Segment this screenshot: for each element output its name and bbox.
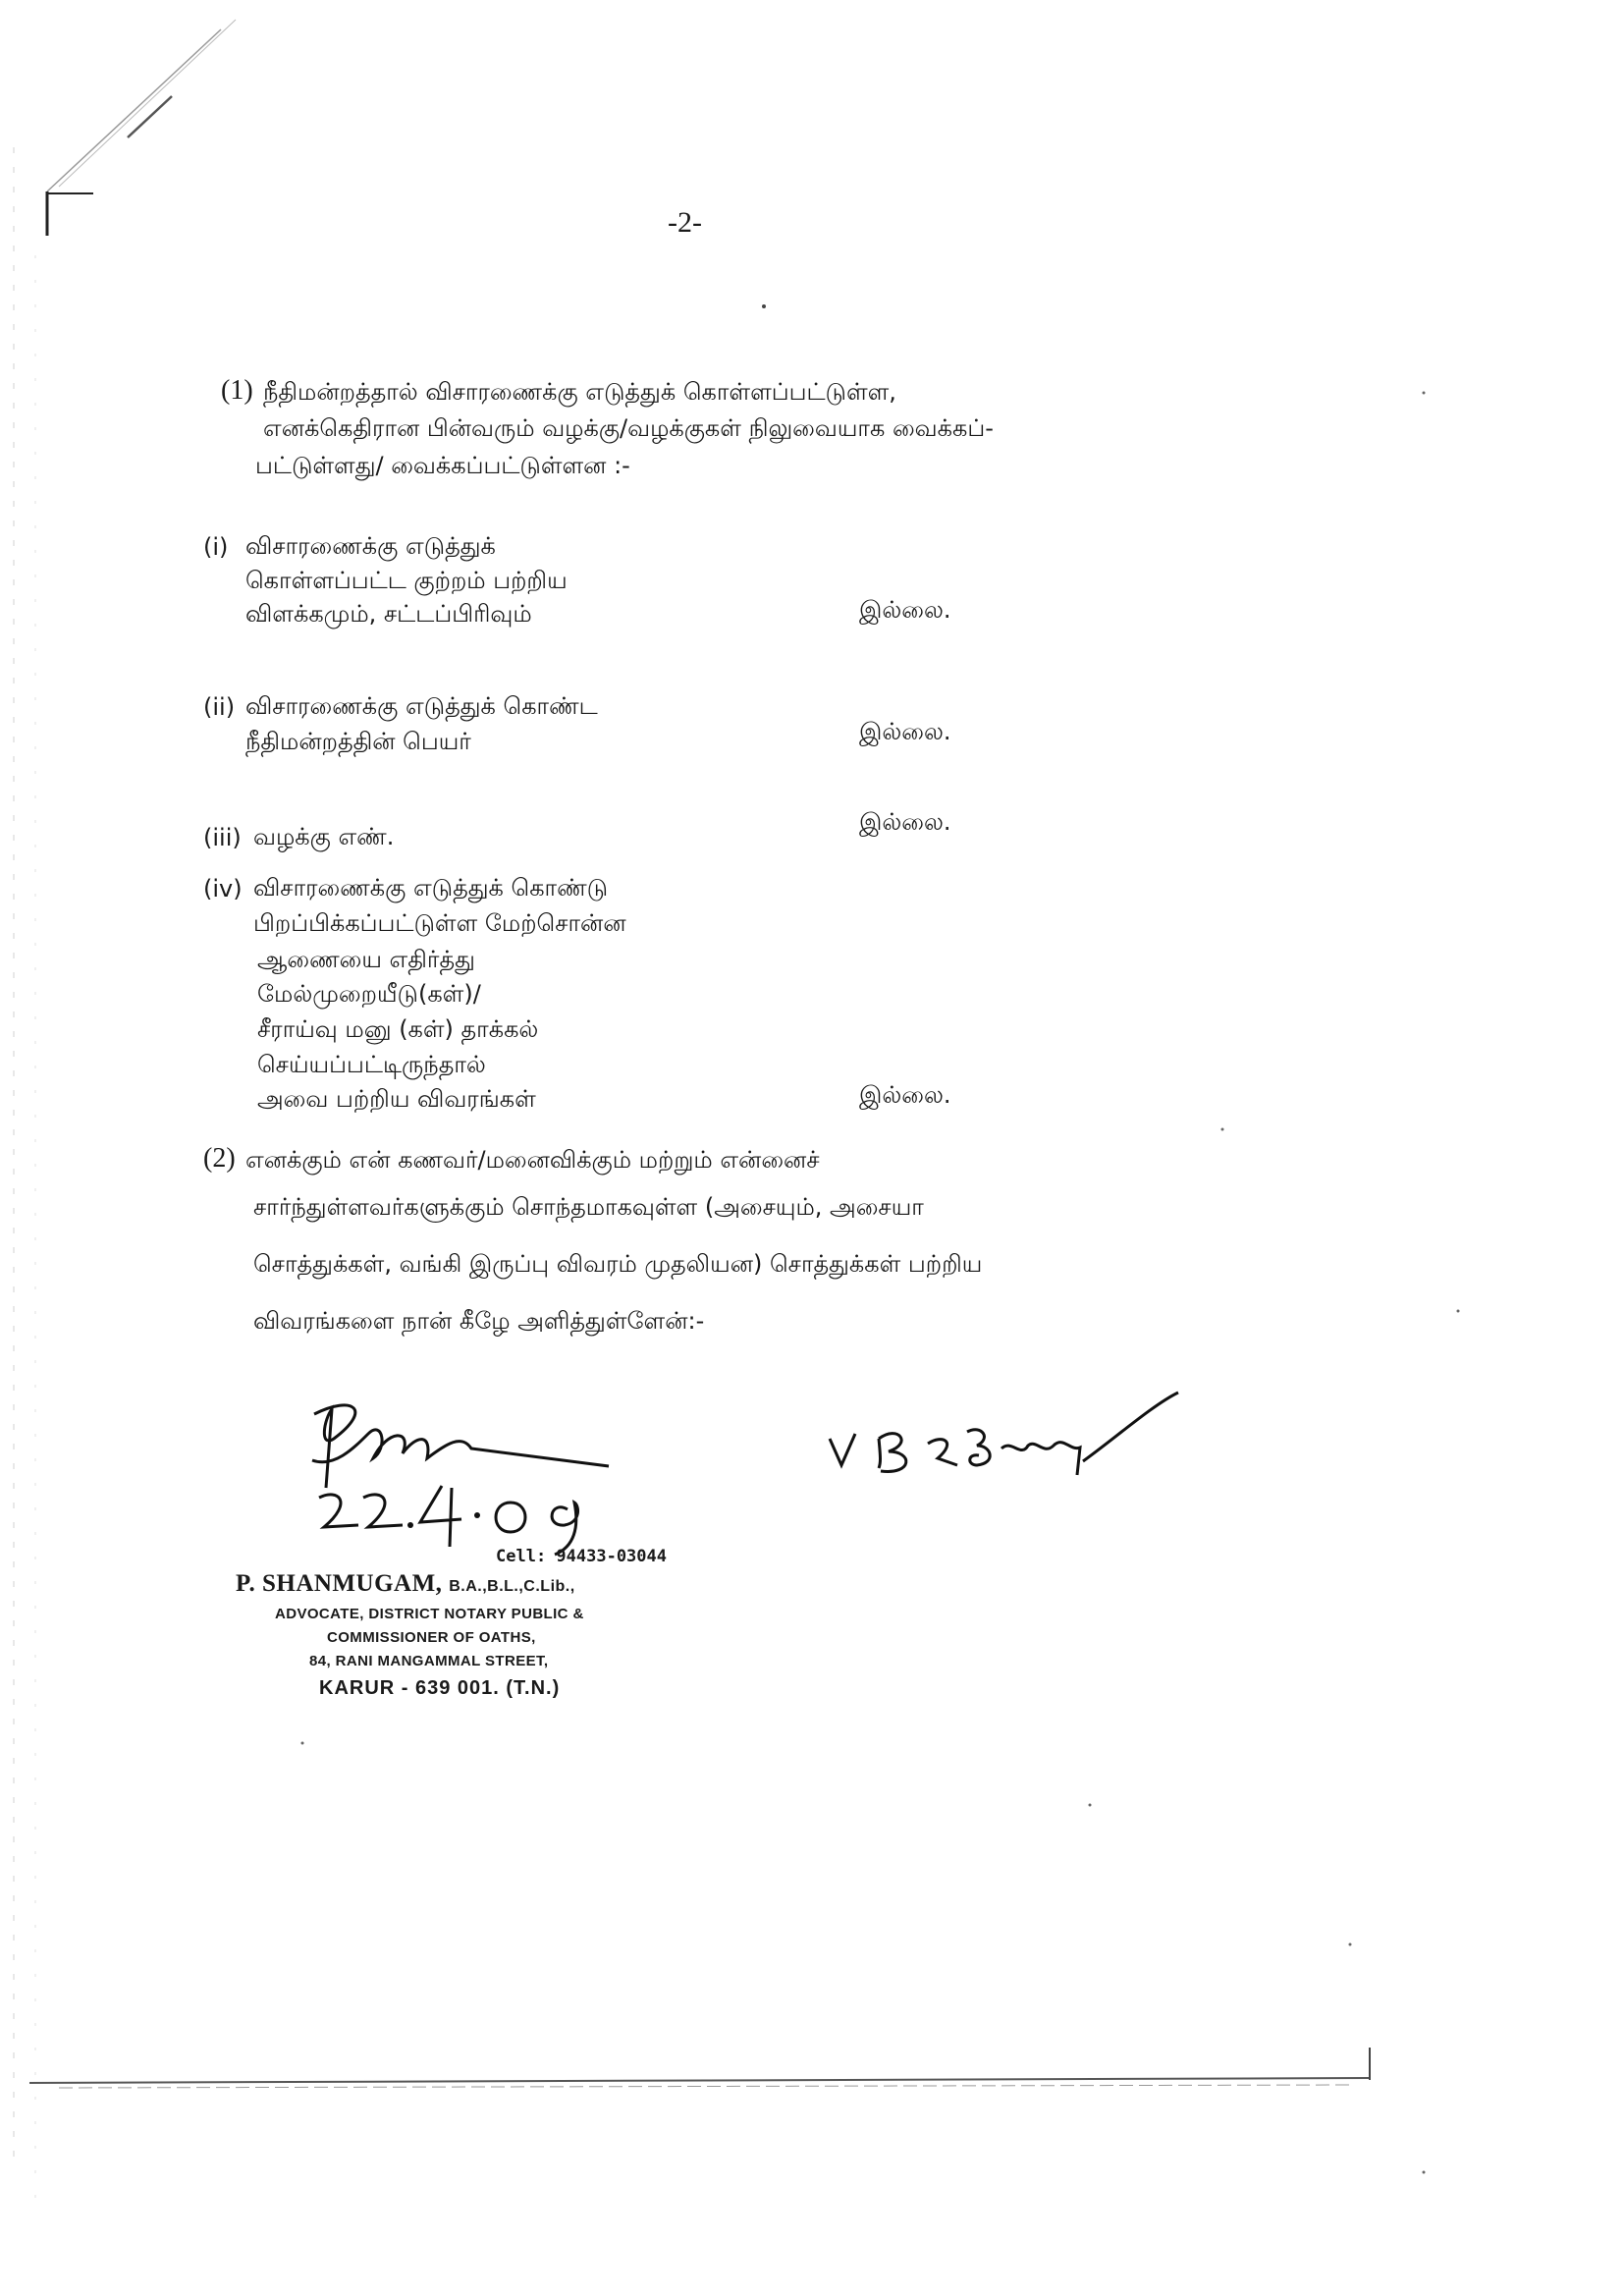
deponent-signature	[820, 1385, 1188, 1493]
item-ii-line: விசாரணைக்கு எடுத்துக் கொண்ட	[245, 692, 598, 720]
notary-cell: Cell: 94433-03044	[496, 1547, 667, 1566]
item-iv-line: சீராய்வு மனு (கள்) தாக்கல்	[257, 1015, 539, 1043]
section-2-line: சார்ந்துள்ளவர்களுக்கும் சொந்தமாகவுள்ள (அசையும், அசையா	[253, 1193, 924, 1221]
item-iv-line: மேல்முறையீடு(கள்)/	[257, 980, 481, 1008]
item-i-line: கொள்ளப்பட்ட குற்றம் பற்றிய	[245, 567, 568, 594]
item-iii-line: வழக்கு எண்.	[253, 823, 395, 850]
item-iv-line: விசாரணைக்கு எடுத்துக் கொண்டு	[253, 874, 609, 902]
notary-line-1: ADVOCATE, DISTRICT NOTARY PUBLIC &	[275, 1606, 584, 1622]
item-iv-label: (iv)	[203, 875, 243, 902]
section-2-line: விவரங்களை நான் கீழே அளித்துள்ளேன்:-	[253, 1307, 705, 1335]
item-i-line: விசாரணைக்கு எடுத்துக்	[245, 532, 496, 560]
page-number: -2-	[668, 206, 702, 239]
notary-line-3: 84, RANI MANGAMMAL STREET,	[309, 1653, 549, 1669]
notary-city: KARUR - 639 001. (T.N.)	[319, 1677, 561, 1699]
item-i-answer: இல்லை.	[859, 596, 951, 624]
item-ii-label: (ii)	[203, 693, 236, 721]
intro-line-2: எனக்கெதிரான பின்வரும் வழக்கு/வழக்குகள் நிலுவையாக வைக்கப்-	[263, 414, 994, 442]
item-iv-line: ஆணையை எதிர்த்து	[257, 946, 475, 973]
intro-line-3: பட்டுள்ளது/ வைக்கப்பட்டுள்ளன :-	[255, 452, 630, 479]
intro-line-1: நீதிமன்றத்தால் விசாரணைக்கு எடுத்துக் கொள்ளப்பட்டுள்ள,	[263, 378, 896, 406]
section-2-line: எனக்கும் என் கணவர்/மனைவிக்கும் மற்றும் என்னைச்	[245, 1146, 820, 1174]
item-i-label: (i)	[203, 533, 229, 561]
notary-line-2: COMMISSIONER OF OATHS,	[327, 1629, 536, 1646]
section-2-number: (2)	[203, 1143, 236, 1174]
item-iv-line: அவை பற்றிய விவரங்கள்	[257, 1085, 536, 1113]
section-2-line: சொத்துக்கள், வங்கி இருப்பு விவரம் முதலியன) சொத்துக்கள் பற்றிய	[253, 1250, 983, 1278]
item-iv-answer: இல்லை.	[859, 1081, 951, 1109]
item-ii-answer: இல்லை.	[859, 718, 951, 745]
item-iii-label: (iii)	[203, 824, 242, 851]
item-i-line: விளக்கமும், சட்டப்பிரிவும்	[245, 600, 532, 628]
item-iv-line: செய்யப்பட்டிருந்தால்	[257, 1051, 486, 1078]
item-iii-answer: இல்லை.	[859, 808, 951, 836]
notary-name	[236, 1570, 575, 1598]
notary-name-text: P. SHANMUGAM,	[236, 1570, 443, 1597]
section-1-number: (1)	[221, 375, 253, 406]
notary-signature	[295, 1390, 628, 1557]
notary-qualifications: B.A.,B.L.,C.Lib.,	[449, 1578, 575, 1595]
item-ii-line: நீதிமன்றத்தின் பெயர்	[245, 728, 471, 755]
item-iv-line: பிறப்பிக்கப்பட்டுள்ள மேற்சொன்ன	[253, 909, 626, 937]
